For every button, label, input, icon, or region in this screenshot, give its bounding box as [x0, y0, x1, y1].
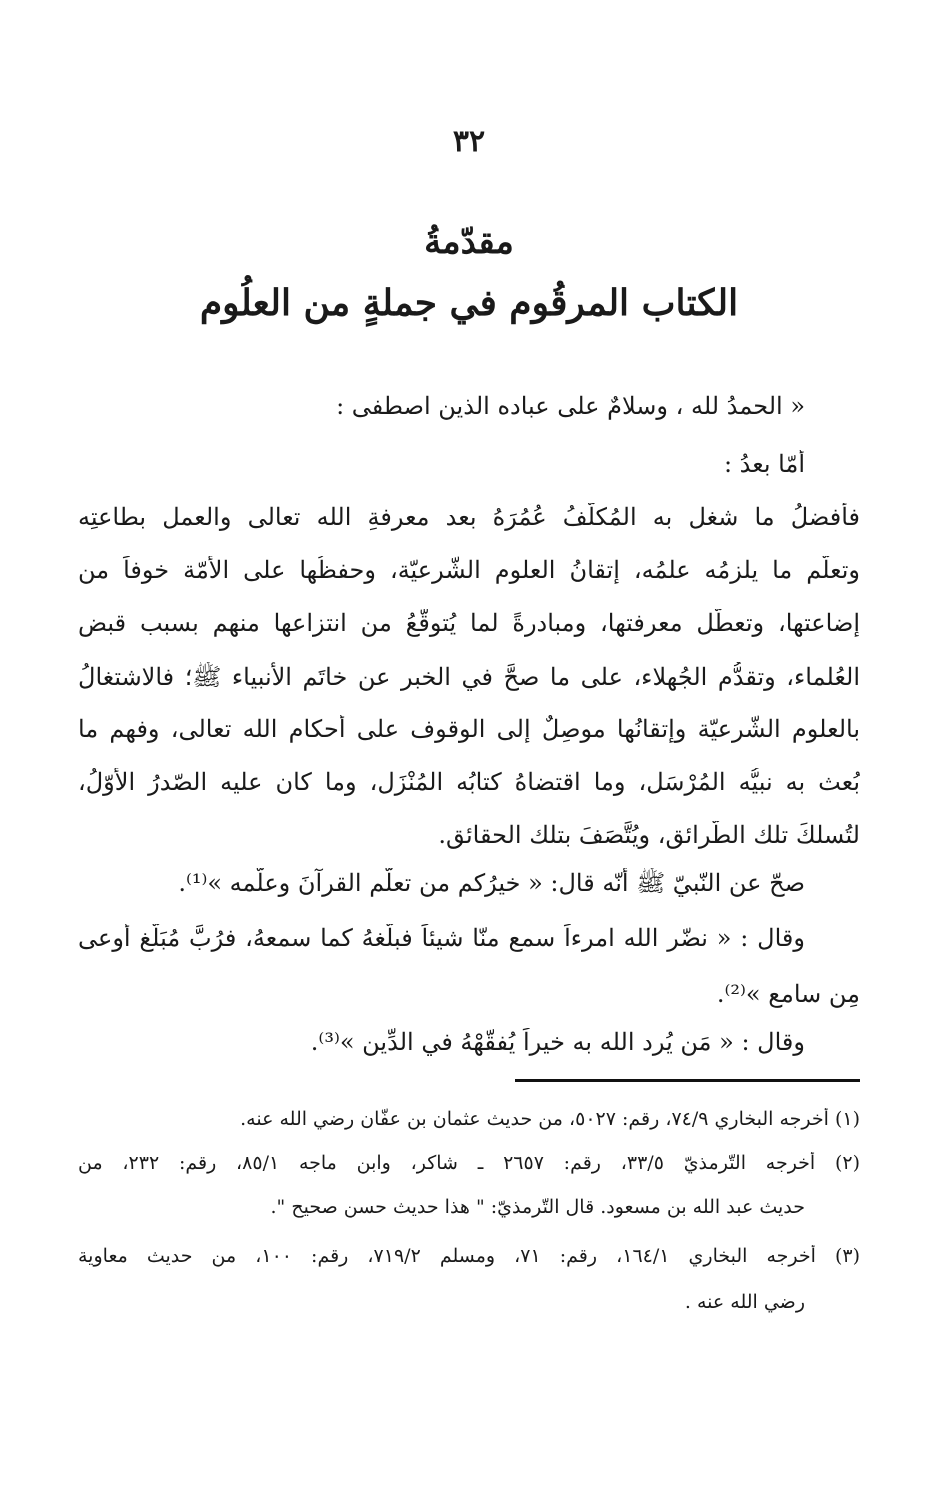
body-line: مِن سامعٍ »⁽²⁾. [716, 980, 860, 1008]
section-title: مقدّمةُ [424, 222, 514, 262]
body-line: أمّا بعدُ : [723, 450, 805, 478]
body-line: وتعلُّم ما يلزمُه علمُه، إتقانُ العلوم الشّرعيّة، وحفظُها على الأمّة خوفاً من [78, 556, 860, 584]
body-line: العُلماء، وتقدُّم الجُهلاء، على ما صحَّ في الخبر عن خاتَم الأنبياء ﷺ؛ فالاشتغالُ [78, 663, 860, 691]
body-line: بُعث به نبيُّه المُرْسَل، وما اقتضاهُ كتابُه المُنْزَل، وما كان عليه الصّدرُ الأوّلُ، [78, 768, 860, 796]
footnote-line: (١) أخرجه البخاري ٧٤/٩، رقم: ٥٠٢٧، من حديث عثمان بن عفّان رضي الله عنه. [240, 1108, 860, 1130]
body-line: إضاعتها، وتعطُّل معرفتها، ومبادرةً لما يُتوقَّعُ من انتزاعها منهم بسبب قبض [78, 609, 860, 637]
body-line: وقال : « مَن يُرد الله به خيراً يُفقّهْهُ في الدِّين »⁽³⁾. [310, 1028, 805, 1056]
body-line: بالعلوم الشّرعيّة وإتقانُها موصِلٌ إلى الوقوف على أحكام الله تعالى، وفهمِ ما [78, 715, 860, 743]
footnote-separator [515, 1079, 860, 1082]
page-number: ٣٢ [452, 124, 486, 159]
body-line: « الحمدُ لله ، وسلامٌ على عباده الذين اصطفى : [336, 392, 805, 420]
body-line: فأفضلُ ما شغل به المُكلَّفُ عُمُرَهُ بعد معرفةِ الله تعالى والعملِ بطاعتِه [78, 503, 860, 531]
body-line: صحّ عن النّبيّ ﷺ أنّه قال: « خيرُكم من تعلّم القرآنَ وعلّمه »⁽¹⁾. [178, 869, 805, 897]
footnote-line: رضي الله عنه . [684, 1291, 805, 1313]
body-line: لتُسلكَ تلك الطّرائق، ويُتَّصَفَ بتلك الحقائق. [438, 821, 860, 849]
footnote-line: (٣) أخرجه البخاري ١٦٤/١، رقم: ٧١، ومسلم ٧١٩/٢، رقم: ١٠٠، من حديث معاوية [78, 1245, 860, 1267]
body-line: وقال : « نضّر الله امرءاً سمع منّا شيئاً فبلّغهُ كما سمعهُ، فرُبَّ مُبَلَّغٍ أوعى [78, 924, 805, 952]
book-title: الكتاب المرقُوم في جملةٍ من العلُوم [199, 282, 739, 324]
footnote-line: (٢) أخرجه التّرمذيّ ٣٣/٥، رقم: ٢٦٥٧ ـ شاكر، وابن ماجه ٨٥/١، رقم: ٢٣٢، من [78, 1152, 860, 1174]
footnote-line: حديث عبد الله بن مسعود. قال التّرمذيّ: " هذا حديث حسن صحيح ". [270, 1196, 805, 1218]
